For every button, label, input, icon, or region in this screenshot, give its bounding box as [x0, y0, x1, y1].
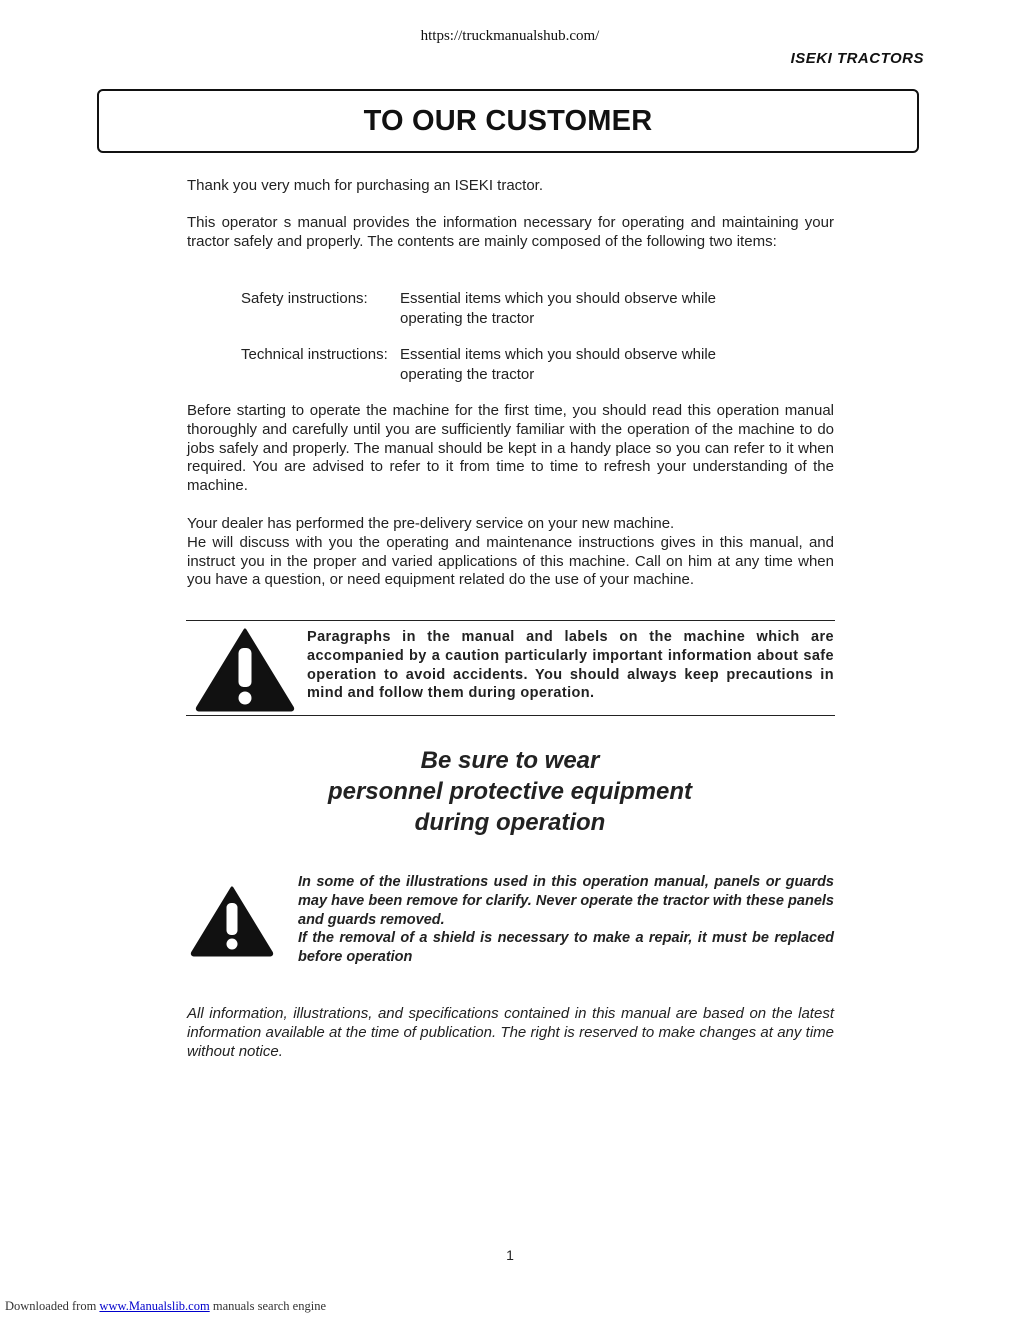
ppe-heading-line: during operation [414, 809, 606, 836]
dealer-line: Your dealer has performed the pre-delivery service on your new machine. [187, 515, 675, 532]
instruction-label-technical: Technical instructions: [241, 346, 388, 363]
footer-suffix: manuals search engine [212, 1299, 326, 1313]
manualslib-link[interactable]: www.Manualslib.com [99, 1299, 210, 1313]
ppe-heading [0, 745, 1020, 838]
before-paragraph: Before starting to operate the machine for the first time, you should read this operation manual thoroughly and carefully until you are sufficiently familiar with the operation of the machine to do jobs safely and properly. The manual should be kept in a handy place so you can refer to it when required. You are advised to refer to it from time to time to refresh your understanding of the machine. [187, 402, 834, 495]
panels-warning-text [298, 873, 834, 967]
download-footer [5, 1299, 326, 1314]
instruction-desc-safety [400, 289, 760, 328]
instruction-desc-line: Essential items which you should observe while [400, 290, 716, 307]
instruction-desc-line: Essential items which you should observe while [400, 346, 716, 363]
warning-triangle-icon [194, 626, 296, 712]
footer-prefix: Downloaded from [5, 1299, 97, 1313]
intro-paragraph: This operator s manual provides the information necessary for operating and maintaining your tractor safely and properly. The contents are mainly composed of the following two items: [187, 214, 834, 250]
dealer-line: He will discuss with you the operating and maintenance instructions gives in this manual, and instruct you in the proper and varied applications of this machine. Call on him at any time when you have a question, or need equipment related do the use of your machine. [187, 533, 834, 589]
instruction-label-safety: Safety instructions: [241, 290, 368, 307]
title-box [97, 89, 919, 153]
source-url: https://truckmanualshub.com/ [420, 28, 600, 44]
instruction-desc-line: operating the tractor [400, 309, 535, 327]
panels-warning-line: In some of the illustrations used in this operation manual, panels or guards may have been remove for clarify. Never operate the tractor with these panels and guards removed. [298, 874, 834, 928]
caution-text: Paragraphs in the manual and labels on the machine which are accompanied by a caution particularly important information about safe operation to avoid accidents. You should always keep precautions in mind and follow them during operation. [307, 629, 834, 702]
ppe-heading-line: Be sure to wear [420, 747, 600, 774]
page-title: TO OUR CUSTOMER [363, 104, 653, 137]
disclaimer-note: All information, illustrations, and specifications contained in this manual are based on the latest information available at the time of publication. The right is reserved to make changes at any time without notice. [187, 1005, 834, 1060]
panels-warning-line: If the removal of a shield is necessary to make a repair, it must be replaced before operation [298, 930, 834, 966]
ppe-heading-line: personnel protective equipment [327, 778, 693, 805]
dealer-paragraph [187, 515, 834, 590]
warning-triangle-icon [190, 885, 274, 957]
thanks-paragraph: Thank you very much for purchasing an ISEKI tractor. [187, 177, 544, 194]
brand-label: ISEKI TRACTORS [790, 50, 924, 67]
instruction-desc-technical [400, 345, 760, 384]
instruction-desc-line: operating the tractor [400, 365, 535, 383]
page-number: 1 [506, 1247, 514, 1263]
